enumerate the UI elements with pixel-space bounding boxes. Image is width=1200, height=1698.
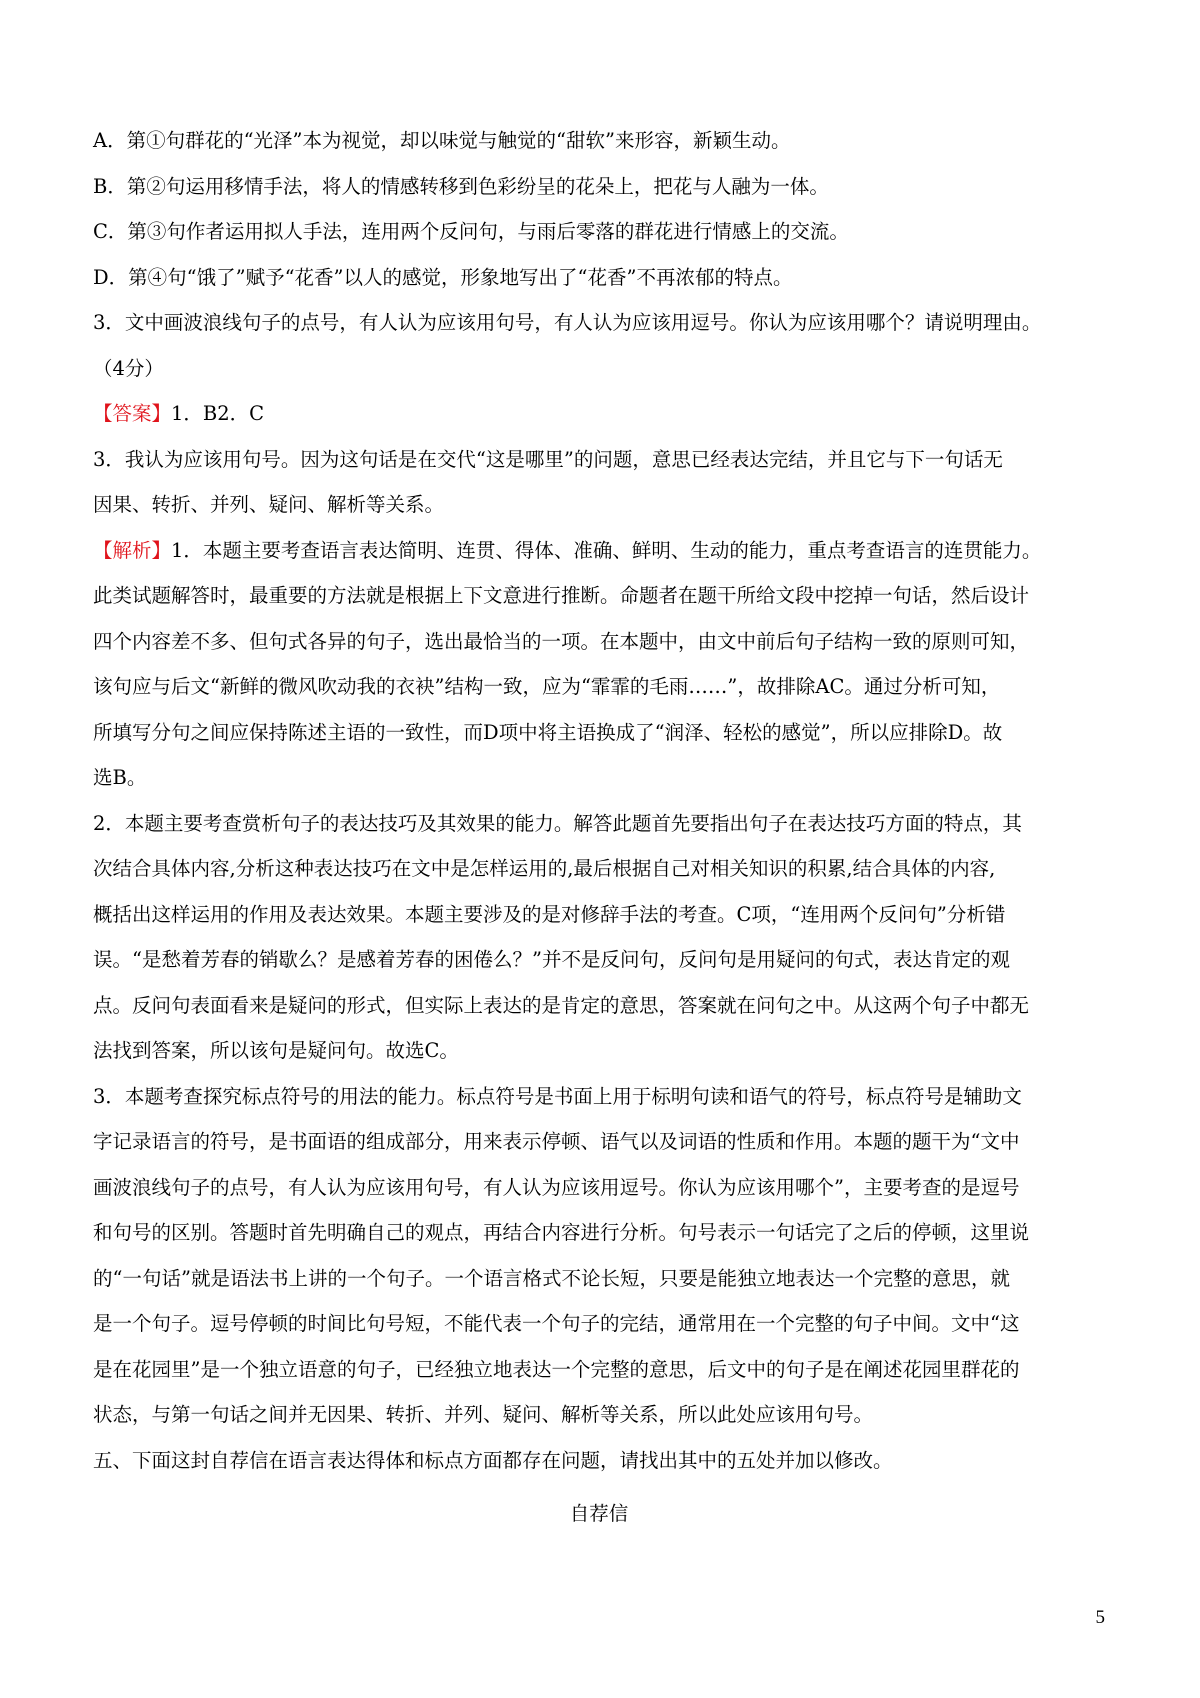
analysis-line [93,528,1105,574]
analysis-p3-line: 3．本题考查探究标点符号的用法的能力。标点符号是书面上用于标明句读和语气的符号，标点符号是辅助文 [93,1084,1022,1108]
question-3-line-2: （4分） [93,356,164,380]
answer-3-line-1: 3．我认为应该用句号。因为这句话是在交代“这是哪里”的问题，意思已经表达完结，并且它与下一句话无 [93,447,1003,471]
answer-line [93,391,1105,437]
analysis-p2-line: 概括出这样运用的作用及表达效果。本题主要涉及的是对修辞手法的考查。C项，“连用两个反问句”分析错 [93,902,1006,926]
analysis-first: 1．本题主要考查语言表达简明、连贯、得体、准确、鲜明、生动的能力，重点考查语言的连贯能力。 [171,538,1042,562]
analysis-p1-line: 该句应与后文“新鲜的微风吹动我的衣袂”结构一致，应为“霏霏的毛雨……”，故排除AC。通过分析可知， [93,675,1001,698]
document-body [93,118,1105,1537]
analysis-p2-line: 2．本题主要考查赏析句子的表达技巧及其效果的能力。解答此题首先要指出句子在表达技巧方面的特点，其 [93,811,1022,835]
analysis-p3-line: 和句号的区别。答题时首先明确自己的观点，再结合内容进行分析。句号表示一句话完了之后的停顿，这里说 [93,1221,1030,1244]
answer-tag: 【答案】 [93,402,172,425]
option-d: D．第④句“饿了”赋予“花香”以人的感觉，形象地写出了“花香”不再浓郁的特点。 [93,265,793,289]
answer-text: 1．B2．C [171,402,265,425]
letter-title: 自荐信 [569,1502,629,1525]
analysis-p3-line: 的“一句话”就是语法书上讲的一个句子。一个语言格式不论长短，只要是能独立地表达一个完整的意思，就 [93,1266,1010,1290]
analysis-p3-line: 状态，与第一句话之间并无因果、转折、并列、疑问、解析等关系，所以此处应该用句号。 [93,1403,874,1426]
analysis-p2-line: 次结合具体内容,分析这种表达技巧在文中是怎样运用的,最后根据自己对相关知识的积累,结合具体的内容, [93,857,996,880]
page-number: 5 [1095,1607,1105,1628]
analysis-p3-line: 画波浪线句子的点号，有人认为应该用句号，有人认为应该用逗号。你认为应该用哪个”，主要考查的是逗号 [93,1175,1020,1199]
analysis-p3-line: 字记录语言的符号，是书面语的组成部分，用来表示停顿、语气以及词语的性质和作用。本题的题干为“文中 [93,1130,1020,1153]
question-3-line-1: 3．文中画波浪线句子的点号，有人认为应该用句号，有人认为应该用逗号。你认为应该用哪个？请说明理由。 [93,311,1042,334]
answer-3-line-2: 因果、转折、并列、疑问、解析等关系。 [93,493,445,516]
analysis-p2-line: 误。“是愁着芳春的销歇么？是感着芳春的困倦么？”并不是反问句，反问句是用疑问的句式，表达肯定的观 [93,948,1010,971]
analysis-p1-line: 选B。 [93,766,147,789]
option-b: B．第②句运用移情手法，将人的情感转移到色彩纷呈的花朵上，把花与人融为一体。 [93,174,829,198]
analysis-tag: 【解析】 [93,538,172,562]
section-5-heading: 五、下面这封自荐信在语言表达得体和标点方面都存在问题，请找出其中的五处并加以修改。 [93,1448,893,1472]
option-c: C．第③句作者运用拟人手法，连用两个反问句，与雨后零落的群花进行情感上的交流。 [93,220,849,243]
analysis-p2-line: 点。反问句表面看来是疑问的形式，但实际上表达的是肯定的意思，答案就在问句之中。从这两个句子中都无 [93,993,1030,1017]
analysis-p2-line: 法找到答案，所以该句是疑问句。故选C。 [93,1039,459,1062]
analysis-p3-line: 是一个句子。逗号停顿的时间比句号短，不能代表一个句子的完结，通常用在一个完整的句子中间。文中“这 [93,1312,1020,1335]
analysis-p1-line: 此类试题解答时，最重要的方法就是根据上下文意进行推断。命题者在题干所给文段中挖掉一句话，然后设计 [93,584,1030,607]
option-a: A．第①句群花的“光泽”本为视觉，却以味觉与触觉的“甜软”来形容，新颖生动。 [93,129,791,152]
analysis-p1-line: 四个内容差不多、但句式各异的句子，选出最恰当的一项。在本题中，由文中前后句子结构一致的原则可知， [93,629,1030,653]
analysis-p3-line: 是在花园里”是一个独立语意的句子，已经独立地表达一个完整的意思，后文中的句子是在阐述花园里群花的 [93,1357,1020,1381]
analysis-p1-line: 所填写分句之间应保持陈述主语的一致性，而D项中将主语换成了“润泽、轻松的感觉”，所以应排除D。故 [93,720,1003,744]
